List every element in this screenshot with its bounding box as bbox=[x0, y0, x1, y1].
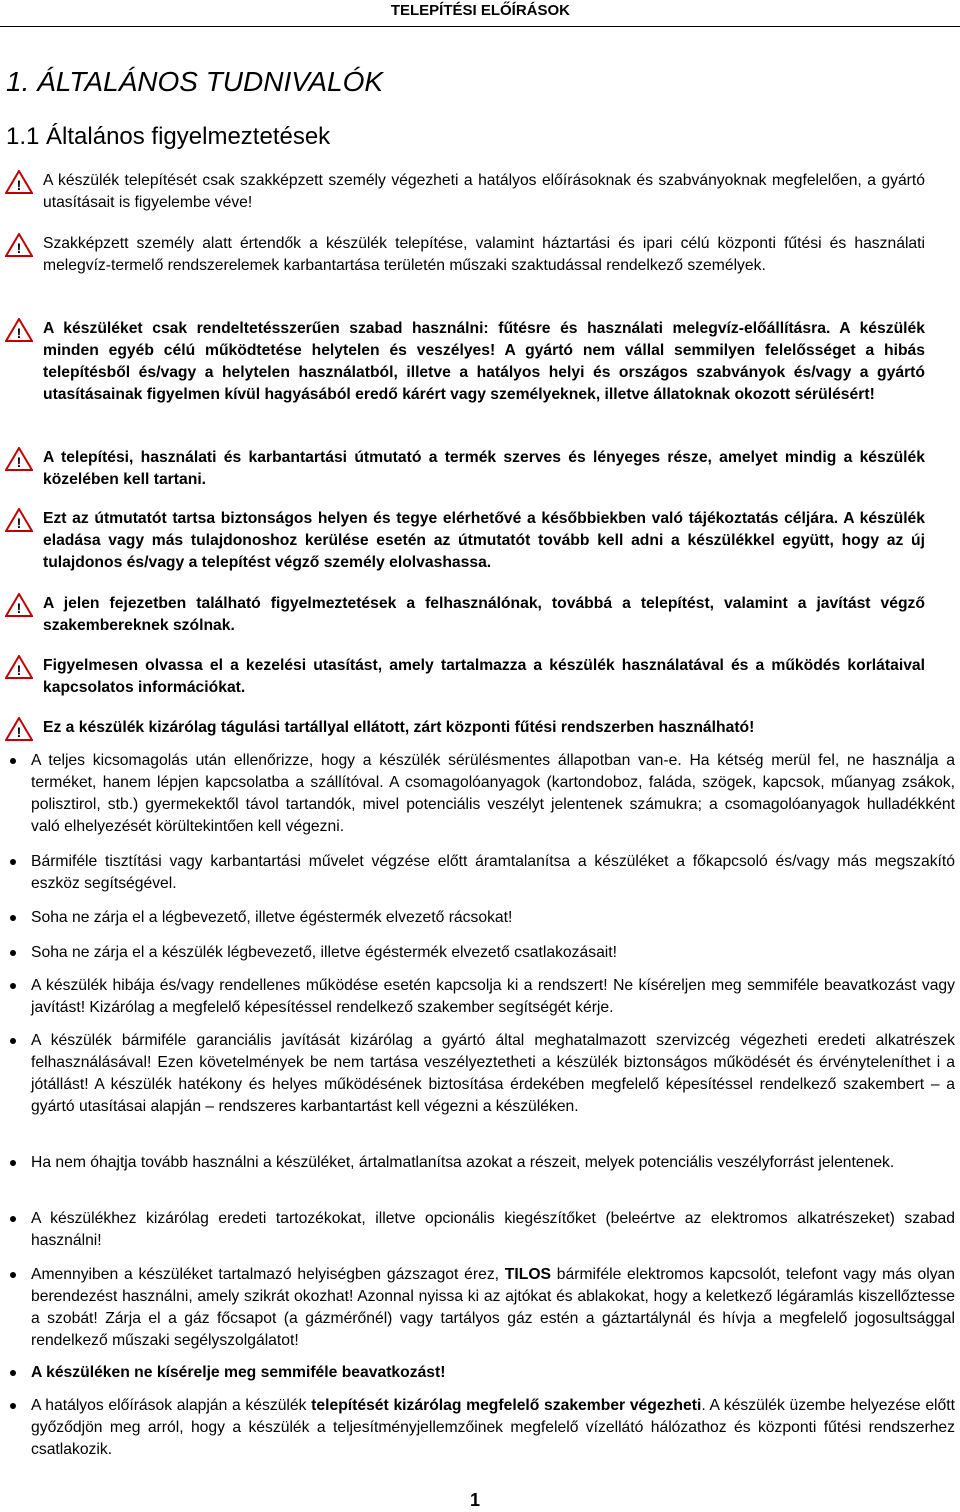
bullet-icon bbox=[10, 1216, 16, 1222]
svg-text:!: ! bbox=[16, 240, 22, 256]
running-header: TELEPÍTÉSI ELŐÍRÁSOK bbox=[390, 2, 570, 19]
warning-text: A jelen fejezetben található figyelmeztetések a felhasználónak, továbbá a telepítést, valamint a javítást végző szakembereknek szólnak. bbox=[43, 595, 925, 634]
list-item-text: A készülék bármiféle garanciális javítását kizárólag a gyártó által meghatalmazott szervizcég végezheti eredeti alkatrészek felhasználásával! Ezen követelmények be nem tartása veszélyeztetheti a készülék biztonságos működését és érvényteleníthet i a jótállást! A készülék hatékony és helyes működésének biztosítása érdekében megfelelő képesítéssel rendelkező szakembert – a gyártó utasításai alapján – rendszeres karbantartást kell végezni a készüléken. bbox=[31, 1032, 955, 1115]
emphasis-text: TILOS bbox=[504, 1266, 551, 1283]
page-number: 1 bbox=[470, 1490, 481, 1510]
emphasis-text: telepítését kizárólag megfelelő szakember végezheti bbox=[311, 1397, 702, 1414]
svg-text:!: ! bbox=[16, 662, 22, 678]
warning-triangle-icon bbox=[5, 447, 33, 471]
bullet-icon bbox=[10, 950, 16, 956]
warning-triangle-icon bbox=[5, 318, 33, 342]
svg-text:!: ! bbox=[16, 515, 22, 531]
list-item-text: Ha nem óhajtja tovább használni a készüléket, ártalmatlanítsa azokat a részeit, melyek potenciális veszélyforrást jelentenek. bbox=[31, 1154, 895, 1171]
svg-text:!: ! bbox=[16, 600, 22, 616]
bullet-icon bbox=[10, 1160, 16, 1166]
warning-triangle-icon bbox=[5, 593, 33, 617]
bullet-icon bbox=[10, 915, 16, 921]
text-segment: Amennyiben a készüléket tartalmazó helyiségben gázszagot érez, bbox=[31, 1266, 505, 1283]
bullet-icon bbox=[10, 1038, 16, 1044]
header-divider bbox=[0, 26, 960, 27]
text-segment: A hatályos előírások alapján a készülék bbox=[31, 1397, 312, 1414]
warning-text: Ez a készülék kizárólag tágulási tartállyal ellátott, zárt központi fűtési rendszerben használható! bbox=[43, 719, 755, 736]
warning-text: A készüléket csak rendeltetésszerűen szabad használni: fűtésre és használati melegvíz-előállításra. A készülék minden egyéb célú működtetése helytelen és veszélyes! A gyártó nem vállal semmilyen felelősséget a hibás telepítésből és/vagy a helytelen használatból, illetve a hatályos helyi és országos szabványok és/vagy a gyártó utasításainak figyelmen kívül hagyásából eredő kárért vagy személyeknek, illetve állatoknak okozott sérülésért! bbox=[43, 320, 925, 403]
bullet-icon bbox=[10, 859, 16, 865]
section-title: 1. ÁLTALÁNOS TUDNIVALÓK bbox=[6, 66, 384, 97]
list-item-text: Soha ne zárja el a készülék légbevezető, illetve égéstermék elvezető csatlakozásait! bbox=[31, 944, 617, 961]
warning-triangle-icon bbox=[5, 717, 33, 741]
list-item-text: A készülék hibája és/vagy rendellenes működése esetén kapcsolja ki a rendszert! Ne kíséreljen meg semmiféle beavatkozást vagy javítást! Kizárólag a megfelelő képesítéssel rendelkező szakember segítségét kérje. bbox=[31, 977, 955, 1016]
svg-text:!: ! bbox=[16, 177, 22, 193]
warning-triangle-icon bbox=[5, 655, 33, 679]
svg-text:!: ! bbox=[16, 454, 22, 470]
svg-text:!: ! bbox=[16, 724, 22, 740]
bullet-icon bbox=[10, 1272, 16, 1278]
bullet-icon bbox=[10, 983, 16, 989]
emphasis-text: A készüléken ne kísérelje meg semmiféle beavatkozást! bbox=[31, 1364, 446, 1381]
list-item-text: A teljes kicsomagolás után ellenőrizze, hogy a készülék sérülésmentes állapotban van-e. Ha kétség merül fel, ne használja a terméket, hanem lépjen kapcsolatba a szállítóval. A csomagolóanyagok (kartondoboz, faláda, szögek, kapcsok, műanyag zsákok, polisztirol, stb.) gyermekektől távol tartandók, mivel potenciális veszélyt jelentenek számukra; a csomagolóanyagok hulladékként való elhelyezését körültekintően kell végezni. bbox=[31, 752, 955, 835]
bullet-icon bbox=[10, 1370, 16, 1376]
warning-text: A készülék telepítését csak szakképzett személy végezheti a hatályos előírásoknak és szabványoknak megfelelően, a gyártó utasításait is figyelembe véve! bbox=[43, 172, 925, 211]
warning-text: A telepítési, használati és karbantartási útmutató a termék szerves és lényeges része, amelyet mindig a készülék közelében kell tartani. bbox=[43, 449, 925, 488]
list-item-text: Bármiféle tisztítási vagy karbantartási művelet végzése előtt áramtalanítsa a készüléket a főkapcsoló és/vagy más megszakító eszköz segítségével. bbox=[31, 853, 955, 892]
warning-triangle-icon bbox=[5, 508, 33, 532]
list-item-text bbox=[31, 1395, 955, 1461]
subsection-title: 1.1 Általános figyelmeztetések bbox=[6, 123, 331, 150]
text-segment: bármiféle elektromos kapcsolót, telefont vagy más olyan berendezést használni, amely szikrát okozhat! Azonnal nyissa ki az ajtókat és ablakokat, hogy a keletkező légáramlás kiszellőztesse a szobát! Zárja el a gáz főcsapot (a gázmérőnél) vagy tartályos gáz estén a gáztartálynál és hívja a megfelelő jogosultsággal rendelkező műszaki segélyszolgálatot! bbox=[31, 1266, 955, 1349]
svg-text:!: ! bbox=[16, 325, 22, 341]
list-item-text: Soha ne zárja el a légbevezető, illetve égéstermék elvezető rácsokat! bbox=[31, 909, 513, 926]
list-item-text bbox=[31, 1264, 955, 1352]
text-segment: . A készülék üzembe helyezése előtt győződjön meg arról, hogy a készülék a teljesítményjellemzőinek megfelelő vízellátó hálózathoz és központi fűtési rendszerhez csatlakozik. bbox=[31, 1397, 955, 1458]
list-item-text: A készülékhez kizárólag eredeti tartozékokat, illetve opcionális kiegészítőket (beleértve az elektromos alkatrészeket) szabad használni! bbox=[31, 1210, 955, 1249]
warning-text: Figyelmesen olvassa el a kezelési utasítást, amely tartalmazza a készülék használatával és a működés korlátaival kapcsolatos információkat. bbox=[43, 657, 925, 696]
warning-text: Ezt az útmutatót tartsa biztonságos helyen és tegye elérhetővé a későbbiekben való tájékoztatás céljára. A készülék eladása vagy más tulajdonoshoz kerülése esetén az útmutatót tovább kell adni a készülékkel együtt, hogy az új tulajdonos és/vagy a telepítést végző személy elolvashassa. bbox=[43, 510, 925, 571]
bullet-icon bbox=[10, 758, 16, 764]
warning-triangle-icon bbox=[5, 233, 33, 257]
warning-text: Szakképzett személy alatt értendők a készülék telepítése, valamint háztartási és ipari célú központi fűtési és használati melegvíz-termelő rendszerelemek karbantartása területén műszaki szaktudással rendelkező személyek. bbox=[43, 235, 925, 274]
warning-triangle-icon bbox=[5, 170, 33, 194]
bullet-icon bbox=[10, 1403, 16, 1409]
list-item-text bbox=[31, 1362, 955, 1384]
